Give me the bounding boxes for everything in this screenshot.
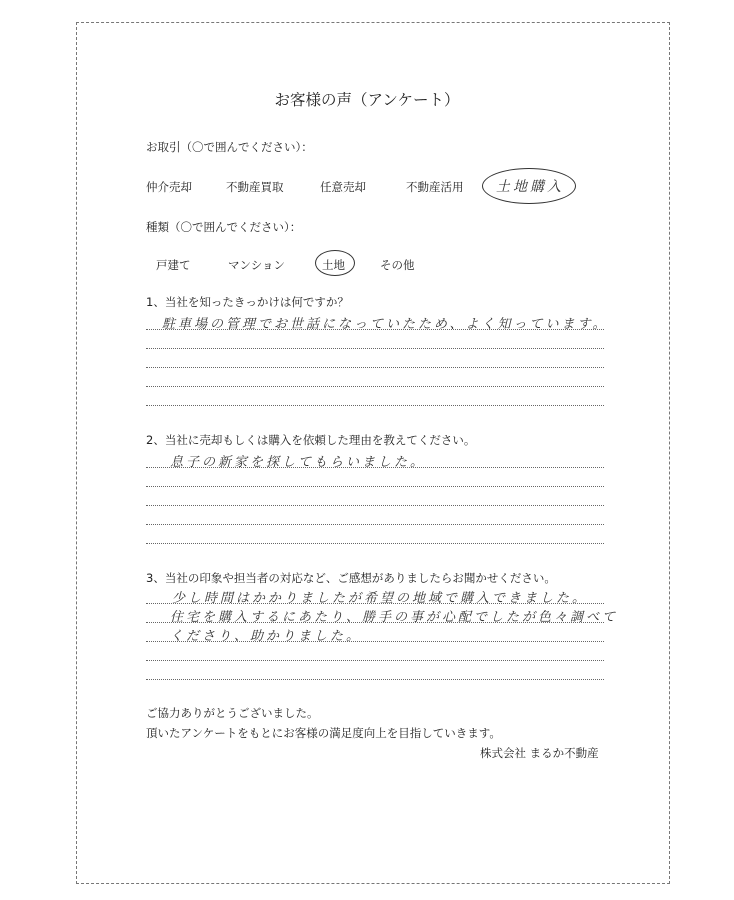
selected-land-circle — [315, 250, 355, 276]
option-voluntary-sale: 任意売却 — [320, 180, 366, 194]
answer-line — [146, 467, 604, 468]
answer-line — [146, 505, 604, 506]
answer-line — [146, 679, 604, 680]
question-3-label: 3、当社の印象や担当者の対応など、ご感想がありましたらお聞かせください。 — [146, 571, 556, 585]
option-other: その他 — [380, 258, 415, 272]
transaction-label: お取引（〇で囲んでください）： — [146, 140, 313, 154]
question-2-answer: 息子の新家を探してもらいました。 — [170, 455, 427, 470]
question-3-answer-line-3: くださり、助かりました。 — [170, 629, 363, 644]
question-2-label: 2、当社に売却もしくは購入を依頼した理由を教えてください。 — [146, 433, 476, 447]
answer-line — [146, 486, 604, 487]
type-label: 種類（〇で囲んでください）： — [146, 220, 302, 234]
answer-line — [146, 641, 604, 642]
answer-line — [146, 348, 604, 349]
option-real-estate-purchase: 不動産買取 — [226, 180, 284, 194]
handwritten-land-purchase: 土地購入 — [496, 179, 564, 195]
answer-line — [146, 524, 604, 525]
page-title: お客様の声（アンケート） — [274, 91, 460, 109]
answer-line — [146, 405, 604, 406]
option-condominium: マンション — [228, 258, 285, 272]
closing-thanks: ご協力ありがとうございました。 — [146, 706, 319, 720]
option-brokerage-sale: 仲介売却 — [146, 180, 192, 194]
answer-line — [146, 543, 604, 544]
option-detached-house: 戸建て — [156, 258, 191, 272]
answer-line — [146, 329, 604, 330]
answer-line — [146, 386, 604, 387]
answer-line — [146, 367, 604, 368]
question-1-label: 1、当社を知ったきっかけは何ですか？ — [146, 295, 349, 309]
question-3-answer-line-2: 住宅を購入するにあたり、勝手の事が心配でしたが色々調べて — [170, 610, 619, 625]
answer-line — [146, 660, 604, 661]
question-1-answer: 駐車場の管理でお世話になっていたため、よく知っています。 — [162, 317, 609, 332]
closing-message: 頂いたアンケートをもとにお客様の満足度向上を目指していきます。 — [146, 726, 501, 740]
answer-line — [146, 603, 604, 604]
company-name: 株式会社 まるか不動産 — [480, 746, 599, 760]
answer-line — [146, 622, 604, 623]
question-3-answer-line-1: 少し時間はかかりましたが希望の地域で購入できました。 — [172, 591, 589, 606]
option-real-estate-use: 不動産活用 — [406, 180, 464, 194]
option-land: 土地 — [322, 258, 345, 272]
